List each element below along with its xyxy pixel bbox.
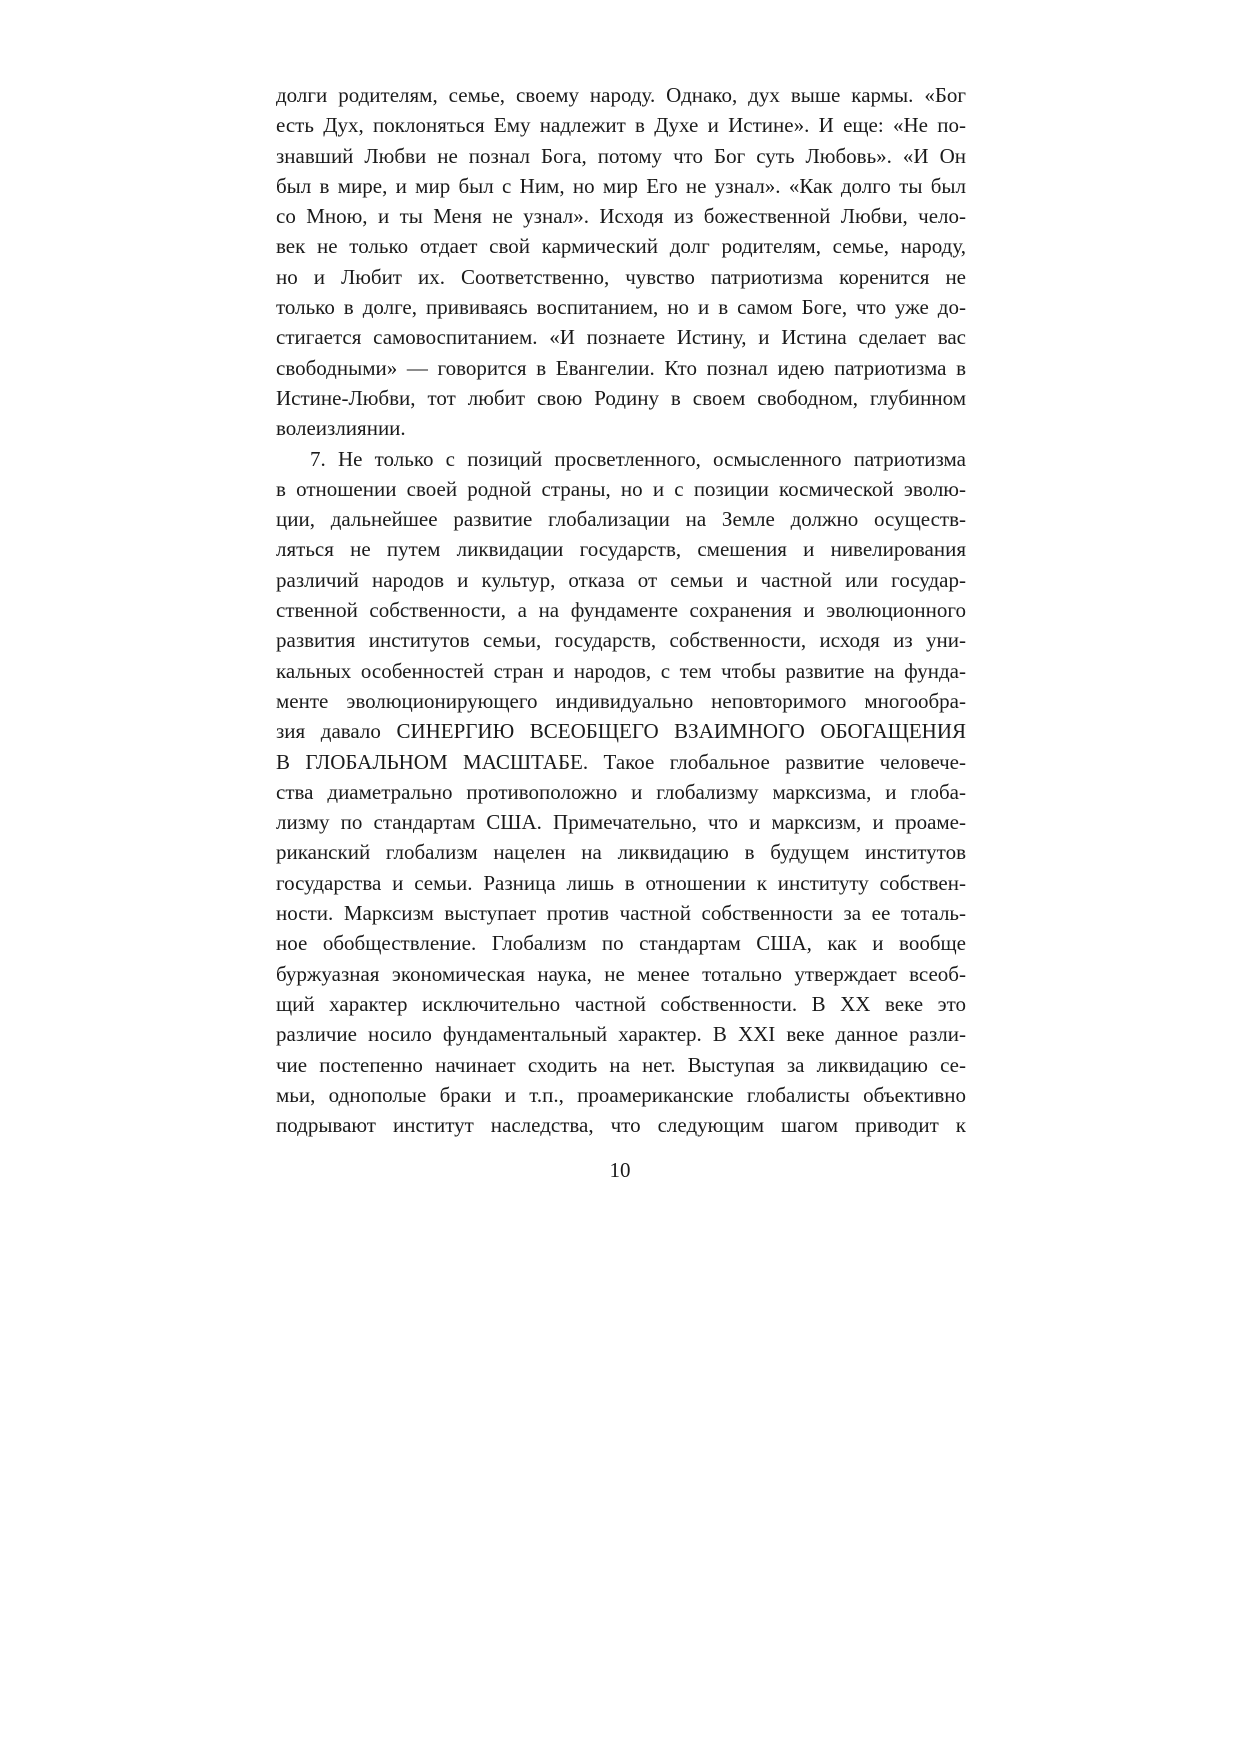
- text-line: ности. Марксизм выступает против частной собственности за ее тоталь-: [276, 901, 966, 926]
- text-line: ное обобществление. Глобализм по стандартам США, как и вообще: [276, 931, 966, 956]
- text-line: В ГЛОБАЛЬНОМ МАСШТАБЕ. Такое глобальное развитие человече-: [276, 749, 966, 774]
- text-line: буржуазная экономическая наука, не менее тотально утверждает всеоб-: [276, 961, 966, 986]
- text-line: различий народов и культур, отказа от семьи и частной или государ-: [276, 567, 966, 592]
- text-line: но и Любит их. Соответственно, чувство патриотизма коренится не: [276, 264, 966, 289]
- text-line: есть Дух, поклоняться Ему надлежит в Духе и Истине». И еще: «Не по-: [276, 113, 966, 138]
- text-line: зия давало СИНЕРГИЮ ВСЕОБЩЕГО ВЗАИМНОГО ОБОГАЩЕНИЯ: [276, 719, 966, 744]
- page-number: 10: [609, 1158, 631, 1182]
- text-line: 7. Не только с позиций просветленного, осмысленного патриотизма: [310, 446, 966, 471]
- text-line: долги родителям, семье, своему народу. Однако, дух выше кармы. «Бог: [276, 83, 966, 107]
- text-line: различие носило фундаментальный характер. В XXI веке данное разли-: [276, 1022, 966, 1047]
- text-line: мьи, однополые браки и т.п., проамериканские глобалисты объективно: [276, 1082, 966, 1107]
- text-line: век не только отдает свой кармический долг родителям, семье, народу,: [276, 234, 966, 259]
- text-line: государства и семьи. Разница лишь в отношении к институту собствен-: [276, 870, 966, 895]
- text-line: подрывают институт наследства, что следующим шагом приводит к: [276, 1113, 966, 1138]
- body-text: [276, 80, 966, 1140]
- text-line: только в долге, прививаясь воспитанием, но и в самом Боге, что уже до-: [276, 295, 966, 320]
- paragraph: [276, 444, 966, 1141]
- paragraph: [276, 80, 966, 444]
- text-line: ции, дальнейшее развитие глобализации на Земле должно осуществ-: [276, 507, 966, 532]
- text-line: в отношении своей родной страны, но и с позиции космической эволю-: [276, 476, 966, 501]
- text-line: риканский глобализм нацелен на ликвидацию в будущем институтов: [276, 840, 966, 865]
- text-line: со Мною, и ты Меня не узнал». Исходя из божественной Любви, чело-: [276, 204, 966, 229]
- text-line: лизму по стандартам США. Примечательно, что и марксизм, и проаме-: [276, 810, 966, 835]
- text-line: ства диаметрально противоположно и глобализму марксизма, и глоба-: [276, 779, 966, 804]
- text-line: стигается самовоспитанием. «И познаете Истину, и Истина сделает вас: [276, 325, 966, 350]
- text-line: ственной собственности, а на фундаменте сохранения и эволюционного: [276, 598, 966, 623]
- text-line: менте эволюционирующего индивидуально неповторимого многообра-: [276, 688, 966, 713]
- text-line: знавший Любви не познал Бога, потому что Бог суть Любовь». «И Он: [276, 143, 966, 168]
- text-line: щий характер исключительно частной собственности. В XX веке это: [276, 991, 966, 1016]
- text-line: волеизлиянии.: [276, 416, 406, 441]
- text-line: был в мире, и мир был с Ним, но мир Его не узнал». «Как долго ты был: [276, 173, 966, 198]
- text-line: чие постепенно начинает сходить на нет. Выступая за ликвидацию се-: [276, 1052, 966, 1077]
- text-line: свободными» — говорится в Евангелии. Кто познал идею патриотизма в: [276, 355, 966, 380]
- text-line: Истине-Любви, тот любит свою Родину в своем свободном, глубинном: [276, 385, 966, 410]
- text-line: кальных особенностей стран и народов, с тем чтобы развитие на фунда-: [276, 658, 966, 683]
- text-line: развития институтов семьи, государств, собственности, исходя из уни-: [276, 628, 966, 653]
- text-line: ляться не путем ликвидации государств, смешения и нивелирования: [276, 537, 966, 562]
